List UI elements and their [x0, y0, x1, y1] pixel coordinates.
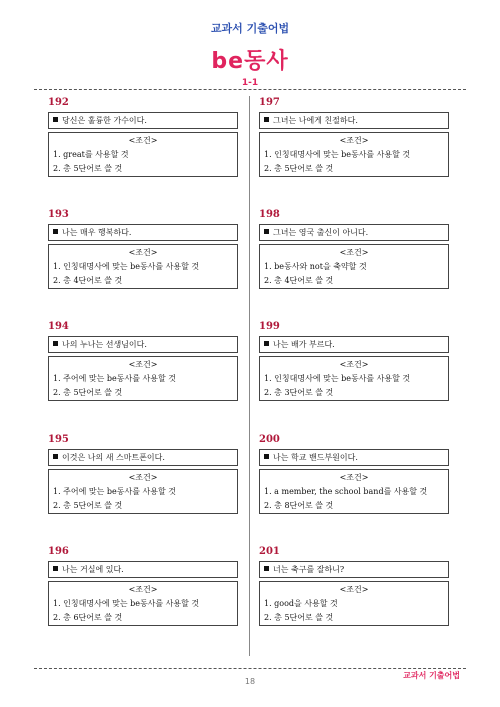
unit-label: 1-1 — [241, 78, 259, 88]
sentence-box — [48, 561, 238, 578]
problem-192 — [48, 96, 238, 177]
problem-199 — [259, 320, 449, 401]
sentence-box — [259, 112, 449, 129]
sentence-text: 나는 학교 밴드부원이다. — [273, 453, 358, 462]
condition-line: 1. good을 사용할 것 — [264, 599, 338, 608]
bullet-square-icon — [264, 566, 269, 571]
footer-brand: 교과서 기출어법 — [403, 671, 460, 680]
sentence-text: 너는 축구를 잘하니? — [273, 565, 345, 574]
bullet-square-icon — [264, 341, 269, 346]
sentence-box — [48, 336, 238, 353]
condition-box — [259, 244, 449, 289]
problem-number: 197 — [259, 97, 280, 108]
condition-line: 2. 총 8단어로 쓸 것 — [264, 501, 334, 510]
problem-193 — [48, 208, 238, 289]
page-title: be동사 — [211, 49, 289, 74]
bullet-square-icon — [53, 229, 58, 234]
condition-line: 1. 인칭대명사에 맞는 be동사를 사용할 것 — [53, 599, 200, 608]
sentence-text: 나의 누나는 선생님이다. — [62, 340, 147, 349]
condition-box — [48, 469, 238, 514]
sentence-box — [48, 224, 238, 241]
column-divider — [249, 96, 250, 656]
bullet-square-icon — [53, 454, 58, 459]
bullet-square-icon — [53, 341, 58, 346]
bullet-square-icon — [53, 566, 58, 571]
condition-line: 1. 인칭대명사에 맞는 be동사를 사용할 것 — [264, 150, 411, 159]
condition-line: 2. 총 5단어로 쓸 것 — [53, 501, 123, 510]
problem-number: 195 — [48, 434, 69, 445]
sentence-text: 그녀는 영국 출신이 아니다. — [273, 228, 369, 237]
problem-number: 192 — [48, 97, 69, 108]
condition-line: 1. great를 사용할 것 — [53, 150, 129, 159]
condition-title: <조건> — [128, 585, 158, 594]
sentence-box — [259, 449, 449, 466]
problem-number: 196 — [48, 546, 69, 557]
condition-line: 1. a member, the school band를 사용할 것 — [264, 487, 428, 496]
condition-box — [259, 132, 449, 177]
sentence-text: 나는 배가 부르다. — [273, 340, 335, 349]
condition-title: <조건> — [339, 585, 369, 594]
condition-line: 2. 총 5단어로 쓸 것 — [53, 164, 123, 173]
condition-title: <조건> — [128, 473, 158, 482]
sentence-text: 나는 거실에 있다. — [62, 565, 124, 574]
bullet-square-icon — [264, 229, 269, 234]
condition-box — [48, 581, 238, 626]
problem-201 — [259, 545, 449, 626]
top-divider — [34, 89, 466, 90]
sentence-box — [259, 224, 449, 241]
condition-box — [48, 244, 238, 289]
condition-line: 2. 총 4단어로 쓸 것 — [264, 276, 334, 285]
condition-box — [48, 356, 238, 401]
sentence-box — [48, 449, 238, 466]
sentence-text: 그녀는 나에게 친절하다. — [273, 116, 358, 125]
problem-200 — [259, 433, 449, 514]
problem-number: 200 — [259, 434, 280, 445]
condition-line: 2. 총 5단어로 쓸 것 — [264, 613, 334, 622]
condition-title: <조건> — [339, 473, 369, 482]
condition-line: 1. 인칭대명사에 맞는 be동사를 사용할 것 — [53, 262, 200, 271]
condition-line: 1. 인칭대명사에 맞는 be동사를 사용할 것 — [264, 374, 411, 383]
bottom-divider — [34, 668, 466, 669]
problem-198 — [259, 208, 449, 289]
condition-title: <조건> — [339, 248, 369, 257]
condition-line: 2. 총 3단어로 쓸 것 — [264, 388, 334, 397]
condition-line: 2. 총 4단어로 쓸 것 — [53, 276, 123, 285]
header-subtitle: 교과서 기출어법 — [210, 22, 290, 35]
bullet-square-icon — [53, 117, 58, 122]
problem-number: 201 — [259, 546, 280, 557]
problem-number: 194 — [48, 321, 69, 332]
problem-number: 193 — [48, 209, 69, 220]
condition-box — [259, 581, 449, 626]
condition-box — [259, 469, 449, 514]
condition-title: <조건> — [128, 360, 158, 369]
sentence-text: 나는 매우 행복하다. — [62, 228, 132, 237]
problem-197 — [259, 96, 449, 177]
condition-box — [259, 356, 449, 401]
problem-number: 199 — [259, 321, 280, 332]
condition-line: 2. 총 5단어로 쓸 것 — [53, 388, 123, 397]
problem-196 — [48, 545, 238, 626]
condition-box — [48, 132, 238, 177]
condition-title: <조건> — [339, 360, 369, 369]
sentence-text: 이것은 나의 새 스마트폰이다. — [62, 453, 165, 462]
condition-line: 2. 총 6단어로 쓸 것 — [53, 613, 123, 622]
problem-number: 198 — [259, 209, 280, 220]
bullet-square-icon — [264, 117, 269, 122]
sentence-box — [259, 336, 449, 353]
condition-line: 1. be동사와 not을 축약할 것 — [264, 262, 367, 271]
problem-195 — [48, 433, 238, 514]
condition-line: 2. 총 5단어로 쓸 것 — [264, 164, 334, 173]
condition-line: 1. 주어에 맞는 be동사를 사용할 것 — [53, 374, 176, 383]
condition-title: <조건> — [128, 248, 158, 257]
bullet-square-icon — [264, 454, 269, 459]
sentence-text: 당신은 훌륭한 가수이다. — [62, 116, 147, 125]
condition-title: <조건> — [339, 136, 369, 145]
condition-title: <조건> — [128, 136, 158, 145]
problem-194 — [48, 320, 238, 401]
condition-line: 1. 주어에 맞는 be동사를 사용할 것 — [53, 487, 176, 496]
page-number: 18 — [244, 677, 256, 686]
sentence-box — [48, 112, 238, 129]
sentence-box — [259, 561, 449, 578]
